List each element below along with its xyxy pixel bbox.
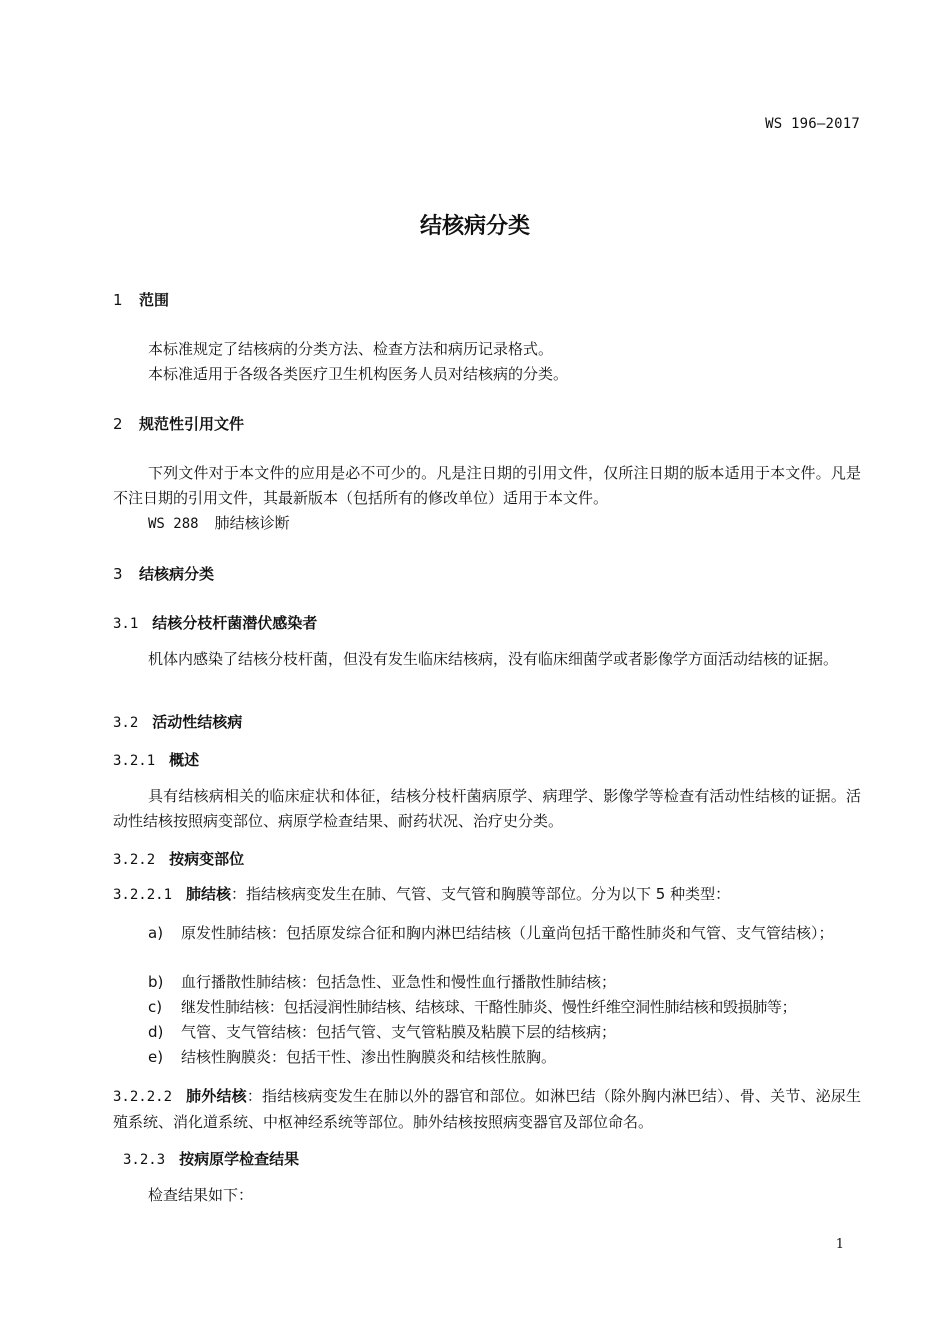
list-item — [148, 995, 861, 1020]
section-3-2-2-1 — [113, 882, 861, 908]
section-3-1-paragraph: 机体内感染了结核分枝杆菌，但没有发生临床结核病，没有临床细菌学或者影像学方面活动结核的证据。 — [148, 650, 839, 668]
reference-title: 肺结核诊断 — [214, 514, 290, 532]
clause-term: 肺外结核 — [186, 1087, 247, 1105]
section-3-2-3-heading — [123, 1148, 299, 1169]
page-number: 1 — [835, 1237, 844, 1252]
list-text: 原发性肺结核：包括原发综合征和胸内淋巴结结核（儿童尚包括干酪性肺炎和气管、支气管结核）； — [181, 924, 834, 942]
list-item — [148, 1020, 861, 1045]
clause-number: 3.2.2.2 — [113, 1089, 173, 1105]
section-2-paragraph: 下列文件对于本文件的应用是必不可少的。凡是注日期的引用文件，仅所注日期的版本适用于本文件。凡是不注日期的引用文件，其最新版本（包括所有的修改单位）适用于本文件。 — [113, 464, 861, 507]
section-number: 3.2.3 — [123, 1152, 166, 1168]
section-1-heading — [113, 289, 169, 310]
section-3-2-3-paragraph: 检查结果如下： — [148, 1186, 254, 1204]
section-3-2-1-heading — [113, 749, 199, 770]
list-marker: a) — [148, 924, 164, 942]
section-title: 范围 — [139, 291, 170, 309]
section-number: 3.2.2 — [113, 852, 156, 868]
list-text: 结核性胸膜炎：包括干性、渗出性胸膜炎和结核性脓胸。 — [181, 1048, 557, 1066]
document-title: 结核病分类 — [419, 214, 530, 239]
clause-text: ：指结核病变发生在肺以外的器官和部位。如淋巴结（除外胸内淋巴结）、骨、关节、泌尿生殖系统、消化道系统、中枢神经系统等部位。肺外结核按照病变器官及部位命名。 — [113, 1087, 861, 1131]
list-text: 气管、支气管结核：包括气管、支气管粘膜及粘膜下层的结核病； — [181, 1023, 617, 1041]
reference-code: WS 288 — [148, 516, 199, 532]
clause-number: 3.2.2.1 — [113, 887, 173, 903]
normative-reference — [148, 511, 290, 537]
list-item — [148, 970, 861, 995]
list-marker: b) — [148, 973, 164, 991]
section-title: 按病变部位 — [169, 850, 245, 868]
list-marker: e) — [148, 1048, 164, 1066]
section-number: 1 — [113, 291, 123, 309]
section-title: 活动性结核病 — [152, 713, 243, 731]
clause-text: ：指结核病变发生在肺、气管、支气管和胸膜等部位。分为以下 5 种类型： — [231, 885, 731, 903]
list-text: 血行播散性肺结核：包括急性、亚急性和慢性血行播散性肺结核； — [181, 973, 617, 991]
section-3-2-2-2 — [113, 1084, 861, 1135]
section-number: 2 — [113, 415, 123, 433]
section-title: 规范性引用文件 — [139, 415, 245, 433]
section-3-1-heading — [113, 612, 317, 633]
section-title: 结核分枝杆菌潜伏感染者 — [152, 614, 318, 632]
section-title: 按病原学检查结果 — [179, 1150, 300, 1168]
list-marker: d) — [148, 1023, 164, 1041]
list-marker: c) — [148, 998, 163, 1016]
section-1-paragraph-1: 本标准规定了结核病的分类方法、检查方法和病历记录格式。 — [148, 340, 554, 358]
standard-code: WS 196—2017 — [765, 116, 860, 132]
section-1-paragraph-2: 本标准适用于各级各类医疗卫生机构医务人员对结核病的分类。 — [148, 365, 569, 383]
list-item — [148, 921, 861, 946]
clause-term: 肺结核 — [186, 885, 232, 903]
section-number: 3 — [113, 565, 123, 583]
section-number: 3.1 — [113, 616, 139, 632]
section-number: 3.2.1 — [113, 753, 156, 769]
section-3-2-2-heading — [113, 848, 244, 869]
section-number: 3.2 — [113, 715, 139, 731]
section-3-2-heading — [113, 711, 242, 732]
section-3-heading — [113, 563, 214, 584]
list-text: 继发性肺结核：包括浸润性肺结核、结核球、干酪性肺炎、慢性纤维空洞性肺结核和毁损肺等； — [181, 998, 797, 1016]
section-title: 结核病分类 — [139, 565, 215, 583]
list-item — [148, 1045, 861, 1070]
section-2-heading — [113, 413, 244, 434]
section-3-2-1-paragraph: 具有结核病相关的临床症状和体征，结核分枝杆菌病原学、病理学、影像学等检查有活动性结核的证据。活动性结核按照病变部位、病原学检查结果、耐药状况、治疗史分类。 — [113, 787, 861, 830]
section-title: 概述 — [169, 751, 200, 769]
